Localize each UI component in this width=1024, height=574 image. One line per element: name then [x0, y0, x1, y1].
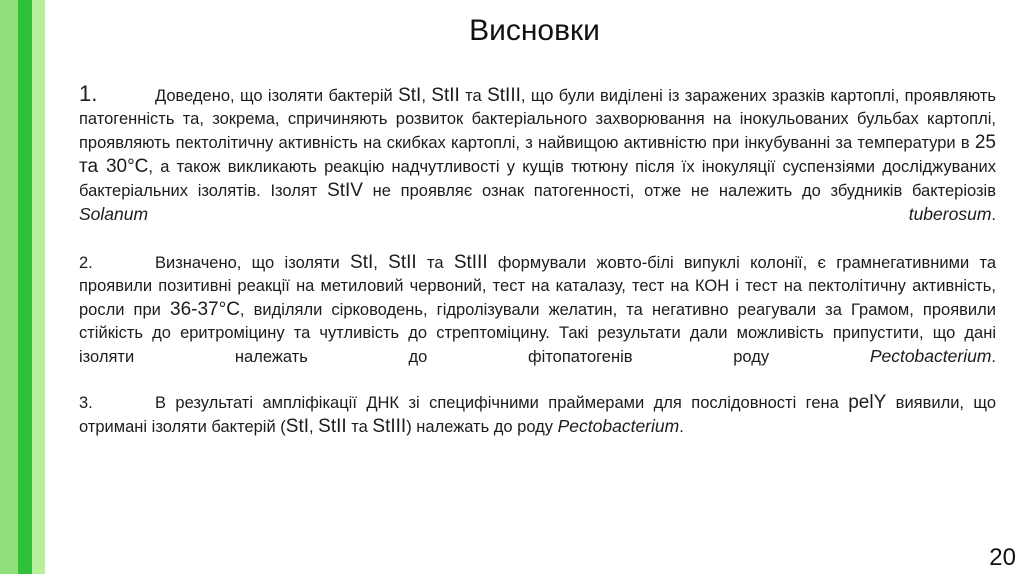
conclusion-text: В результаті ампліфікації ДНК зі специфічними праймерами для послідовності гена [155, 394, 849, 412]
isolate-code: StII [318, 416, 347, 437]
separator: , [421, 87, 432, 105]
isolate-code: StII [431, 85, 460, 106]
conclusion-text: не проявляє ознак патогенності, отже не належить до збудників бактеріозів [362, 182, 996, 200]
sentence-end: . [991, 206, 996, 224]
isolate-code: StII [388, 252, 417, 273]
conclusion-text: , а також викликають реакцію надчутливості у кущів тютюну після їх інокуляції суспензіями досліджуваних бактеріальних ізолятів. Ізолят [79, 158, 996, 200]
genus-name: Pectobacterium [869, 346, 992, 366]
decorative-stripe-dark [18, 0, 32, 574]
decorative-stripe-pale [32, 0, 45, 574]
isolate-code: StIII [372, 416, 407, 437]
sentence-end: . [991, 348, 996, 366]
gene-name: pelY [848, 392, 887, 413]
decorative-stripe-light [0, 0, 18, 574]
species-name: Solanum tuberosum [79, 204, 992, 224]
conclusion-2 [79, 251, 996, 369]
conclusion-text: ) належать до роду [406, 418, 558, 436]
slide-title: Висновки [469, 14, 600, 47]
isolate-code: StIII [487, 85, 521, 106]
conclusion-text: формували жовто-білі випуклі колонії, є грамнегативними та проявили позитивні реакції на метиловий червоний, тест на каталазу, тест на КОН і тест на пектолітичну активність, росли при [79, 254, 997, 319]
conclusion-text: , виділяли сірководень, гідролізували желатин, та негативно реагували за Грамом, проявили стійкість до еритроміцину та чутливість до стрептоміцину. Такі результати дали можливість припустити, що дані ізоляти належать до фітопатогенів роду [79, 301, 996, 366]
conclusion-number: 1. [79, 81, 98, 106]
isolate-code: StIV [327, 180, 363, 201]
isolate-code: StI [398, 85, 422, 106]
sentence-end: . [679, 418, 684, 436]
conclusions-body [79, 82, 996, 439]
page-number: 20 [989, 544, 1016, 571]
conclusion-text: , що були виділені із заражених зразків картоплі, проявляють патогенність та, зокрема, спричиняють розвиток бактеріального захворювання на інокульованих бульбах картоплі, проявляють пектолітичну активність на скибках картоплі, з найвищою активністю при інкубуванні за температури в [79, 87, 997, 152]
isolate-code: StIII [453, 252, 488, 273]
conclusion-number: 2. [79, 254, 93, 272]
conclusion-1 [79, 82, 996, 227]
separator: та [346, 418, 373, 436]
separator: та [459, 87, 488, 105]
temperature-value: 36-37°С [170, 299, 240, 320]
separator: та [416, 254, 454, 272]
isolate-code: StI [350, 252, 374, 273]
conclusion-text: Визначено, що ізоляти [155, 254, 351, 272]
conclusion-text: Доведено, що ізоляти бактерій [155, 87, 399, 105]
isolate-code: StI [285, 416, 309, 437]
conclusion-3 [79, 391, 996, 439]
conclusion-number: 3. [79, 394, 93, 412]
genus-name: Pectobacterium [557, 416, 680, 436]
separator: , [373, 254, 389, 272]
separator: , [309, 418, 319, 436]
conclusion-text: виявили, що отримані ізоляти бактерій ( [79, 394, 996, 436]
temperature-value: 25 та 30°С [79, 132, 996, 177]
